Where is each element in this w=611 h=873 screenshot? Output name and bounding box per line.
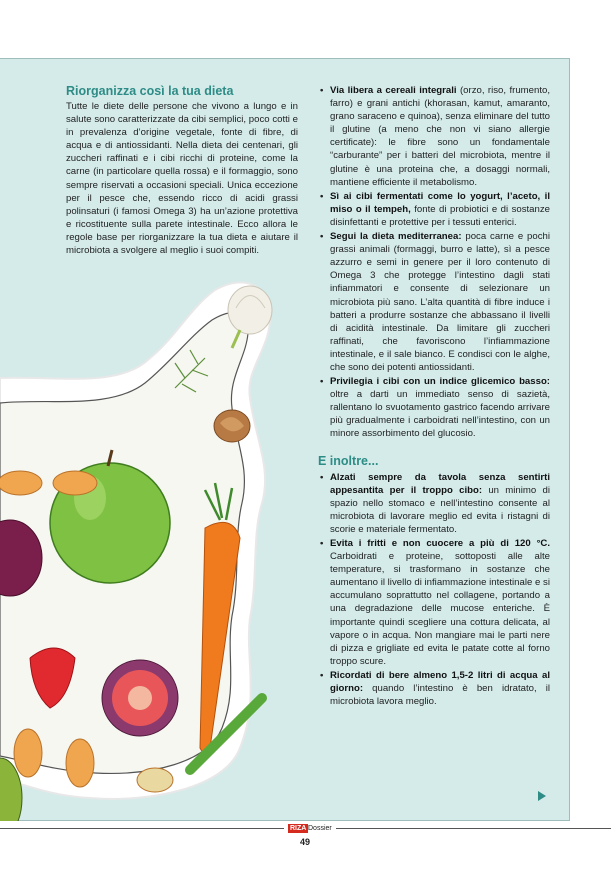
page-number: 49 xyxy=(299,837,310,847)
intro-text-block xyxy=(66,84,298,257)
list-item: • Alzati sempre da tavola senza sentirti appesantita per il troppo cibo: un minimo di spazio nello stomaco e nell’intestino consente al microbiota di lavorare meglio ed evita i ristagni di scorie e materiale fermentato. xyxy=(318,471,550,536)
list-item: • Sì ai cibi fermentati come lo yogurt, l’aceto, il miso o il tempeh, fonte di probiotici e di sostanze disinfettanti e protettive per i tessuti enterici. xyxy=(318,190,550,229)
intro-title: Riorganizza così la tua dieta xyxy=(66,84,234,98)
walnut-icon xyxy=(214,410,250,442)
page-footer xyxy=(0,824,611,854)
footer-rule-right xyxy=(336,828,611,829)
list-item: • Via libera a cereali integrali (orzo, riso, frumento, farro) e grani antichi (khorasan, kamut, amaranto, grano saraceno e quinoa), senza eliminare del tutto il glutine (a meno che non vi siano allergie certificate): le fibre sono un fondamentale “carburante” per i batteri del microbiota, mentre il glutine è una proteina che, a dosaggi normali, mantiene efficiente il metabolismo. xyxy=(318,84,550,189)
continue-arrow-icon xyxy=(538,791,546,801)
list-item: • Ricordati di bere almeno 1,5-2 litri di acqua al giorno: quando l’intestino è ben idratato, il microbiota lavora meglio. xyxy=(318,669,550,708)
list-item: • Privilegia i cibi con un indice glicemico basso: oltre a darti un immediato senso di sazietà, rallentano lo svuotamento gastrico facendo arrivare più gradualmente i carboidrati nell’intestino, con un minore assorbimento del glucosio. xyxy=(318,375,550,440)
footer-rule-left xyxy=(0,828,284,829)
fig-icon xyxy=(102,660,178,736)
brand-logo: RIZA xyxy=(290,825,307,832)
section-label: Dossier xyxy=(308,825,332,832)
rules-list xyxy=(318,84,550,441)
more-title: E inoltre... xyxy=(318,453,379,468)
intro-paragraph: Tutte le diete delle persone che vivono a lungo e in salute sono caratterizzate da cibi semplici, poco cotti e in prevalenza d’origine vegetale, fonte di fibre, di acqua e di antiossidanti. Nella dieta dei centenari, gli zuccheri raffinati e i cibi ricchi di proteine, come la carne (in particolare quella rossa) e il formaggio, sono sempre riservati a occasioni speciali. Unica eccezione per il pesce che, essendo ricco di acidi grassi polinsaturi (i famosi Omega 3) ha un’azione protettiva e ricostituente sulla parete intestinale. Ecco allora le regole base per riorganizzare la tua dieta e aiutare il microbiota a svolgere al meglio i suoi compiti. xyxy=(66,101,298,257)
list-item: • Evita i fritti e non cuocere a più di 120 °C. Carboidrati e proteine, sottoposti alle alte temperature, si trasformano in sostanze che aumentano il livello di infiammazione intestinale e si accumulano soprattutto nel collagene, portando a una degradazione delle mucose enteriche. È importante quindi scegliere una cottura delicata, al vapore o in acqua. Non mangiare mai le parti nere di pizza e grigliate ed evita le patate cotte al forno troppo scure. xyxy=(318,537,550,668)
more-list xyxy=(318,471,550,709)
rules-column xyxy=(318,84,550,709)
list-item: • Segui la dieta mediterranea: poca carne e pochi grassi animali (formaggi, burro e latte), sì a pesce azzurro e semi in genere per il loro contenuto di Omega 3 che protegge l’intestino dagli stati infiammatori e consente di selezionare un microbiota più sano. L’alta quantità di fibre induce i batteri a produrre sostanze che abbassano il livelli di acidità intestinale. Da limitare gli zuccheri raffinati, che favoriscono l’infiammazione intestinale, e il sale bianco. E condisci con le alghe, che sono dei potenti antiossidanti. xyxy=(318,230,550,374)
